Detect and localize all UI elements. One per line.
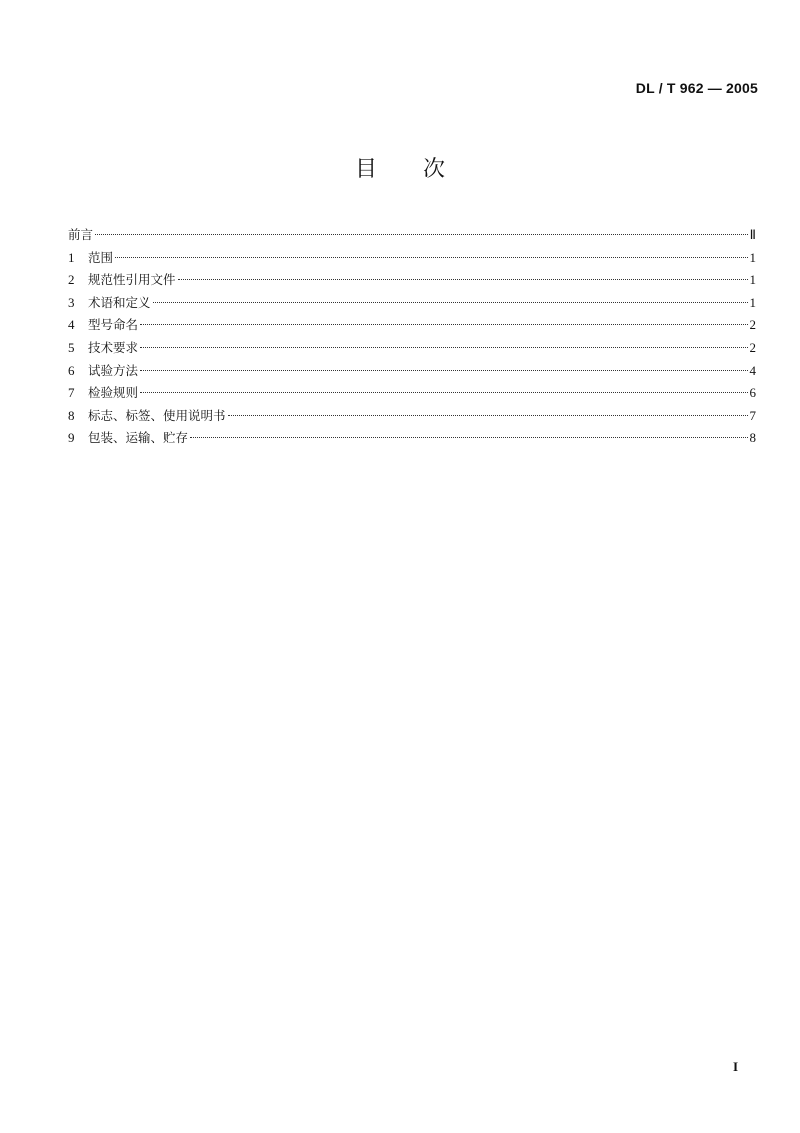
toc-entry-number: 7 — [68, 385, 75, 401]
toc-entry-label: 检验规则 — [88, 385, 139, 401]
toc-entry-label: 型号命名 — [88, 317, 139, 333]
toc-entry-number: 9 — [68, 430, 75, 446]
toc-entry-label: 标志、标签、使用说明书 — [88, 407, 226, 423]
toc-entry-label: 术语和定义 — [88, 294, 151, 310]
toc-entry-3[interactable] — [68, 292, 756, 315]
toc-entry-7[interactable] — [68, 382, 756, 405]
toc-dot-leader — [115, 257, 747, 258]
toc-entry-page: 1 — [749, 294, 756, 310]
toc-list — [68, 224, 756, 450]
toc-entry-page: 6 — [749, 385, 756, 401]
toc-entry-number: 6 — [68, 362, 75, 378]
toc-entry-number: 4 — [68, 317, 75, 333]
toc-entry-number: 3 — [68, 294, 75, 310]
toc-entry-page: Ⅱ — [749, 227, 756, 242]
toc-dot-leader — [140, 347, 747, 348]
toc-title-char-1: 目 — [354, 157, 377, 182]
toc-entry-label: 试验方法 — [88, 362, 139, 378]
toc-entry-page: 7 — [749, 407, 756, 423]
toc-dot-leader — [153, 302, 748, 303]
toc-entry-page: 1 — [749, 249, 756, 265]
toc-dot-leader — [140, 324, 747, 325]
toc-entry-label: 技术要求 — [88, 339, 139, 355]
toc-entry-9[interactable] — [68, 427, 756, 450]
toc-entry-2[interactable] — [68, 269, 756, 292]
toc-entry-5[interactable] — [68, 337, 756, 360]
toc-entry-page: 2 — [749, 339, 756, 355]
toc-entry-label: 规范性引用文件 — [88, 272, 176, 288]
toc-dot-leader — [190, 437, 747, 438]
toc-entry-8[interactable] — [68, 405, 756, 428]
toc-entry-page: 1 — [749, 272, 756, 288]
toc-entry-label: 范围 — [88, 249, 114, 265]
toc-dot-leader — [140, 370, 747, 371]
toc-entry-number: 2 — [68, 272, 75, 288]
toc-entry-page: 8 — [749, 430, 756, 446]
toc-entry-number: 1 — [68, 249, 75, 265]
toc-dot-leader — [95, 234, 748, 235]
toc-title-char-2: 次 — [423, 157, 446, 182]
toc-entry-4[interactable] — [68, 314, 756, 337]
toc-entry-6[interactable] — [68, 360, 756, 383]
toc-title — [0, 152, 800, 183]
standard-code: DL / T 962 — 2005 — [635, 80, 758, 96]
toc-entry-label: 包装、运输、贮存 — [88, 430, 189, 446]
toc-entry-label: 前言 — [68, 227, 94, 242]
toc-entry-1[interactable] — [68, 247, 756, 270]
toc-dot-leader — [140, 392, 747, 393]
toc-entry-page: 4 — [749, 362, 756, 378]
toc-entry-page: 2 — [749, 317, 756, 333]
toc-dot-leader — [228, 415, 748, 416]
toc-entry-foreword[interactable] — [68, 224, 756, 247]
toc-entry-number: 8 — [68, 407, 75, 423]
toc-dot-leader — [178, 279, 748, 280]
page-number: I — [732, 1059, 738, 1074]
toc-entry-number: 5 — [68, 339, 75, 355]
